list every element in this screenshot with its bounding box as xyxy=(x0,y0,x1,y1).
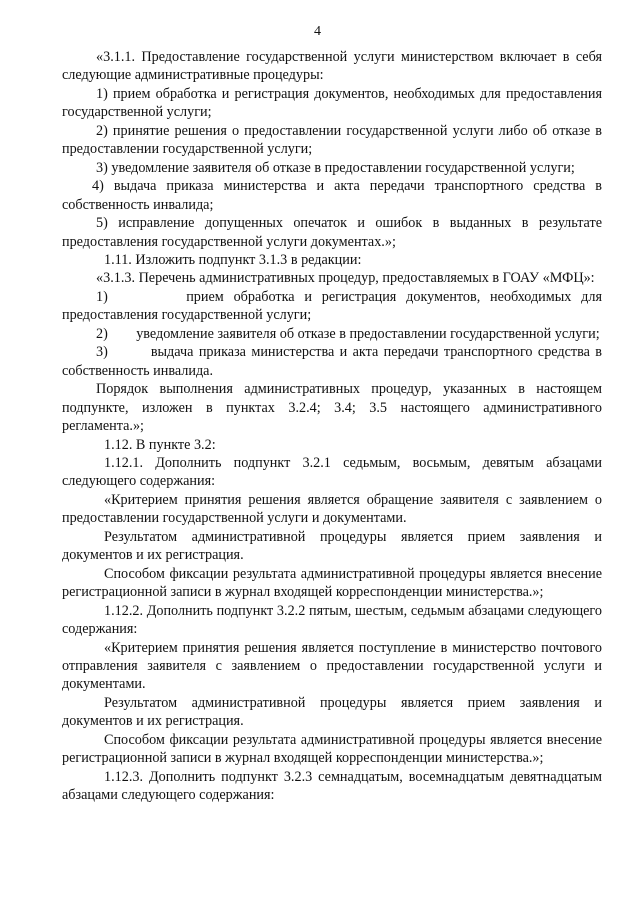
paragraph: Способом фиксации результата административной процедуры является внесение регистрационной записи в журнал входящей корреспонденции министерства.»; xyxy=(62,731,602,767)
paragraph: 1.12.2. Дополнить подпункт 3.2.2 пятым, шестым, седьмым абзацами следующего содержания: xyxy=(62,602,602,638)
page-number: 4 xyxy=(314,24,321,39)
paragraph: 1.11. Изложить подпункт 3.1.3 в редакции: xyxy=(104,251,362,268)
paragraph: Результатом административной процедуры является прием заявления и документов и их регистрация. xyxy=(62,694,602,730)
paragraph: 1.12. В пункте 3.2: xyxy=(104,436,216,453)
paragraph: Способом фиксации результата административной процедуры является внесение регистрационной записи в журнал входящей корреспонденции министерства.»; xyxy=(62,565,602,601)
paragraph: «Критерием принятия решения является поступление в министерство почтового отправления заявителя с заявлением о предоставлении государственной услуги и документами. xyxy=(62,639,602,693)
list-item: 3) уведомление заявителя об отказе в предоставлении государственной услуги; xyxy=(96,159,575,176)
paragraph: Порядок выполнения административных процедур, указанных в настоящем подпункте, изложен в пунктах 3.2.4; 3.4; 3.5 настоящего административного регламента.»; xyxy=(62,381,602,435)
document-body xyxy=(62,48,602,805)
paragraph: «3.1.1. Предоставление государственной услуги министерством включает в себя следующие административные процедуры: xyxy=(62,49,602,84)
paragraph: 1.12.1. Дополнить подпункт 3.2.1 седьмым, восьмым, девятым абзацами следующего содержания: xyxy=(62,454,602,490)
list-item: 3) выдача приказа министерства и акта передачи транспортного средства в собственность инвалида. xyxy=(62,344,602,379)
list-item: 1) прием обработка и регистрация документов, необходимых для предоставления государственной услуги; xyxy=(62,85,602,121)
paragraph: «3.1.3. Перечень административных процедур, предоставляемых в ГОАУ «МФЦ»: xyxy=(96,270,595,287)
paragraph: 1.12.3. Дополнить подпункт 3.2.3 семнадцатым, восемнадцатым девятнадцатым абзацами следующего содержания: xyxy=(62,768,602,804)
list-item: 5) исправление допущенных опечаток и ошибок в выданных в результате предоставления государственной услуги документах.»; xyxy=(62,215,602,250)
list-item: 4) выдача приказа министерства и акта передачи транспортного средства в собственность инвалида; xyxy=(62,178,602,213)
paragraph: «Критерием принятия решения является обращение заявителя с заявлением о предоставлении государственной услуги и документами. xyxy=(62,491,602,527)
paragraph: Результатом административной процедуры является прием заявления и документов и их регистрация. xyxy=(62,528,602,564)
list-item: 1) прием обработка и регистрация документов, необходимых для предоставления государственной услуги; xyxy=(62,288,602,324)
list-item: 2) принятие решения о предоставлении государственной услуги либо об отказе в предоставлении государственной услуги; xyxy=(62,122,602,158)
list-item: 2) уведомление заявителя об отказе в предоставлении государственной услуги; xyxy=(96,325,600,342)
